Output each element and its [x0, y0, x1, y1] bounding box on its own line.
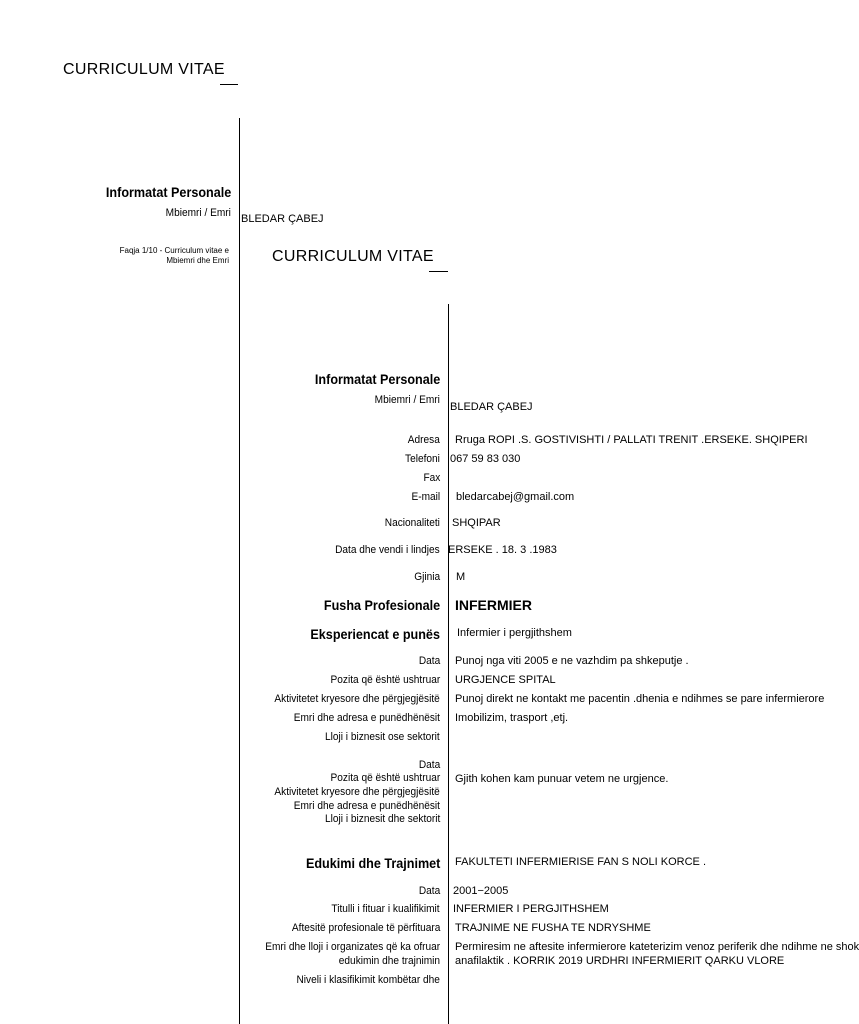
nationality-value: SHQIPAR	[452, 517, 501, 529]
exp2-position-value: Gjith kohen kam punuar vetem ne urgjence.	[455, 773, 669, 785]
exp2-business-label: Lloji i biznesit dhe sektorit	[324, 813, 440, 825]
page-1-footer-line2: Mbiemri dhe Emri	[166, 256, 229, 265]
exp-date-value: Punoj nga viti 2005 e ne vazhdim pa shkeputje .	[455, 655, 689, 667]
address-label: Adresa	[407, 434, 440, 446]
edu-org-value-line2: anafilaktik . KORRIK 2019 URDHRI INFERMIERIT QARKU VLORE	[455, 955, 785, 967]
page-1-title: CURRICULUM VITAE	[63, 61, 225, 78]
edu-title-label: Titulli i fituar i kualifikimit	[331, 903, 440, 915]
exp2-position-label: Pozita që është ushtruar	[330, 772, 440, 784]
experience-heading: Eksperiencat e punës	[310, 626, 440, 642]
edu-org-label-line1: Emri dhe lloji i organizates qё ka ofruar	[265, 941, 440, 953]
experience-value: Infermier i pergjithshem	[457, 627, 572, 639]
page-1-section-heading: Informatat Personale	[105, 184, 231, 200]
page-1-name-value: BLEDAR ÇABEJ	[241, 213, 324, 225]
page-1-divider	[239, 118, 240, 1024]
phone-value: 067 59 83 030	[450, 453, 521, 465]
exp2-employer-label: Emri dhe adresa e punëdhënësit	[293, 800, 440, 812]
page-1-footer	[120, 246, 229, 266]
gender-value: M	[456, 571, 466, 583]
email-value: bledarcabej@gmail.com	[456, 491, 575, 503]
edu-date-label: Data	[418, 885, 440, 897]
nationality-label: Nacionaliteti	[384, 517, 440, 529]
exp-employer-value: Imobilizim, trasport ,etj.	[455, 712, 569, 724]
gender-label: Gjinia	[414, 571, 440, 583]
personal-heading: Informatat Personale	[314, 371, 440, 387]
exp-date-label: Data	[418, 655, 440, 667]
exp-position-label: Pozita që është ushtruar	[330, 674, 440, 686]
exp-activities-value: Punoj direkt ne kontakt me pacentin .dhenia e ndihmes se pare infermierore	[455, 693, 825, 705]
name-value: BLEDAR ÇABEJ	[450, 401, 533, 413]
profession-value: INFERMIER	[455, 597, 532, 613]
exp2-activities-label: Aktivitetet kryesore dhe përgjegjësitë	[274, 786, 440, 798]
exp2-date-label: Data	[418, 759, 440, 771]
edu-title-value: INFERMIER I PERGJITHSHEM	[453, 903, 609, 915]
birth-value: ERSEKE . 18. 3 .1983	[448, 544, 557, 556]
exp-activities-label: Aktivitetet kryesore dhe përgjegjësitë	[274, 693, 440, 705]
phone-label: Telefoni	[405, 453, 440, 465]
profession-heading: Fusha Profesionale	[323, 597, 440, 613]
exp-business-label: Lloji i biznesit ose sektorit	[325, 731, 440, 743]
edu-skills-value: TRAJNIME NE FUSHA TE NDRYSHME	[455, 922, 651, 934]
page-1-title-underline	[220, 84, 238, 85]
education-heading: Edukimi dhe Trajnimet	[305, 855, 440, 871]
page-2-divider	[448, 304, 449, 1024]
name-label: Mbiemri / Emri	[374, 394, 440, 406]
edu-org-value-line1: Permiresim ne aftesite infermierore kateterizim venoz periferik dhe ndihme ne shok	[455, 941, 859, 953]
fax-label: Fax	[423, 472, 440, 484]
page-2-title-underline	[429, 271, 448, 272]
page-2-title: CURRICULUM VITAE	[272, 248, 434, 265]
edu-date-value: 2001−2005	[453, 885, 509, 897]
page-1-footer-line1: Faqja 1/10 - Curriculum vitae e	[119, 246, 229, 255]
exp-employer-label: Emri dhe adresa e punëdhënësit	[293, 712, 440, 724]
education-value: FAKULTETI INFERMIERISE FAN S NOLI KORCE .	[455, 856, 707, 868]
exp-position-value: URGJENCE SPITAL	[455, 674, 556, 686]
email-label: E-mail	[411, 491, 440, 503]
birth-label: Data dhe vendi i lindjes	[335, 544, 440, 556]
edu-org-label-line2: edukimin dhe trajnimin	[338, 955, 440, 967]
edu-level-label: Niveli i klasifikimit kombëtar dhe	[296, 974, 440, 986]
page-1-name-label: Mbiemri / Emri	[165, 207, 231, 219]
edu-skills-label: Aftesitë profesionale të përfituara	[291, 922, 440, 934]
address-value: Rruga ROPI .S. GOSTIVISHTI / PALLATI TRENIT .ERSEKE. SHQIPERI	[455, 434, 808, 446]
